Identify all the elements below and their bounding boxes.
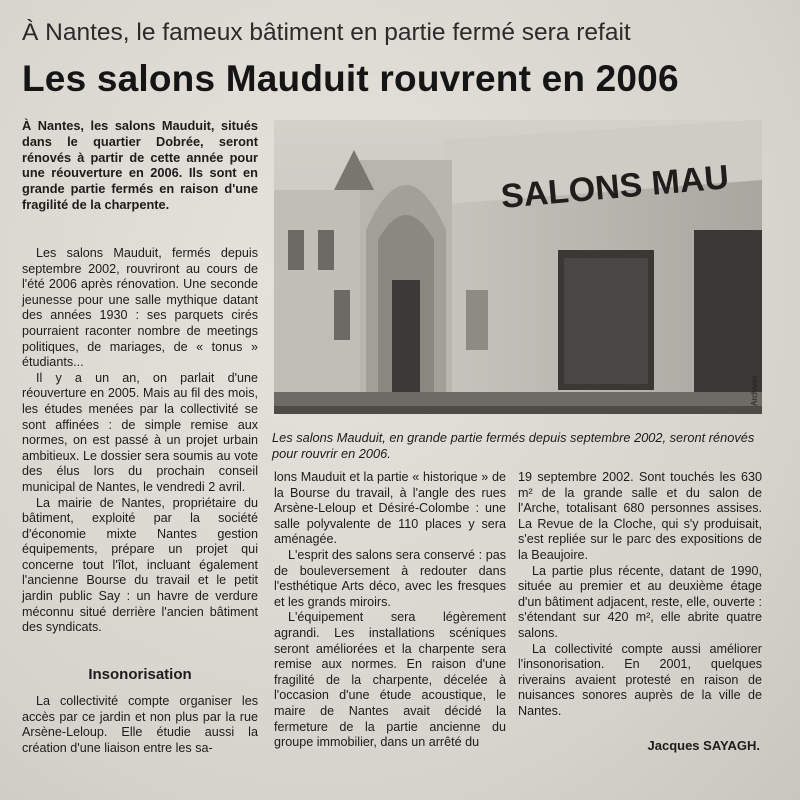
building-facade-illustration xyxy=(274,120,762,414)
article-photo xyxy=(274,120,762,414)
article-column-1 xyxy=(22,246,258,636)
photo-credit-text: Archives xyxy=(750,375,759,406)
photo-credit xyxy=(748,370,760,410)
paragraph: 19 septembre 2002. Sont touchés les 630 m² de la grande salle et du salon de l'Arche, totalisant 680 personnes assises. La Revue de la Cloche, qui s'y produisait, s'est repliée sur le parc des expositions de la Beaujoire. xyxy=(518,470,762,562)
photo-caption: Les salons Mauduit, en grande partie fermés depuis septembre 2002, seront rénovés pour rouvrir en 2006. xyxy=(272,430,755,461)
article-subhead: Insonorisation xyxy=(88,666,192,683)
article-signature: Jacques SAYAGH. xyxy=(647,738,760,753)
paragraph: La partie plus récente, datant de 1990, située au premier et au deuxième étage d'un bâtiment adjacent, reste, elle, ouverte : s'étendant sur 420 m², elle abrite quatre salons. xyxy=(518,563,762,640)
article-column-1-continued xyxy=(22,694,258,756)
paragraph: La collectivité compte organiser les accès par ce jardin et non plus par la rue Arsène-Leloup. Elle étudie aussi la création d'une liaison entre les sa- xyxy=(22,694,258,755)
paragraph: La collectivité compte aussi améliorer l'insonorisation. En 2001, quelques riverains avaient protesté en raison de nuisances sonores auprès de la ville de Nantes. xyxy=(518,641,762,718)
paragraph: La mairie de Nantes, propriétaire du bâtiment, exploité par la société d'économie mixte Nantes gestion équipements, prépare un projet qui concerne tout l'îlot, incluant également l'ancienne Bourse du travail et le petit jardin public Say : un havre de verdure méconnu situé derrière l'ancien bâtiment des syndicats. xyxy=(22,495,258,635)
paragraph: L'esprit des salons sera conservé : pas de bouleversement à redouter dans l'esthétique Arts déco, avec les fresques et les grands miroirs. xyxy=(274,547,506,609)
paragraph: lons Mauduit et la partie « historique » de la Bourse du travail, à l'angle des rues Arsène-Leloup et Désiré-Colombe : une salle polyvalente de 110 places y sera aménagée. xyxy=(274,470,506,547)
article-lead: À Nantes, les salons Mauduit, situés dans le quartier Dobrée, seront rénovés à partir de cette année pour une réouverture en 2006. Ils sont en grande partie fermés en raison d'une fragilité de la charpente. xyxy=(22,118,258,212)
salons-sign-text: SALONS MAU xyxy=(499,158,731,216)
paragraph: L'équipement sera légèrement agrandi. Les installations scéniques seront améliorées et la charpente sera remise aux normes. En raison d'une fragilité de la charpente, décelée à l'occasion d'une étude acoustique, le maire de Nantes avait décidé la fermeture de la partie ancienne du groupe immobilier, dans un arrêté du xyxy=(274,610,506,750)
paragraph: Il y a un an, on parlait d'une réouverture en 2005. Mais au fil des mois, les études menées par la collectivité se sont affinées : de simple remise aux normes, on est passé à un projet urbain ambitieux. Le dossier sera soumis au vote des élus lors du prochain conseil municipal de Nantes, le vendredi 2 avril. xyxy=(22,370,258,494)
article-kicker: À Nantes, le fameux bâtiment en partie fermé sera refait xyxy=(22,19,631,46)
article-column-3 xyxy=(518,470,762,720)
paragraph: Les salons Mauduit, fermés depuis septembre 2002, rouvriront au cours de l'été 2006 après rénovation. Une seconde jeunesse pour une salle mythique datant des années 1930 : ses parquets cirés pourraient raconter nombre de meetings politiques, de mariages, de « tonus » étudiants... xyxy=(22,246,258,370)
article-headline: Les salons Mauduit rouvrent en 2006 xyxy=(22,58,679,99)
article-column-2 xyxy=(274,470,506,751)
